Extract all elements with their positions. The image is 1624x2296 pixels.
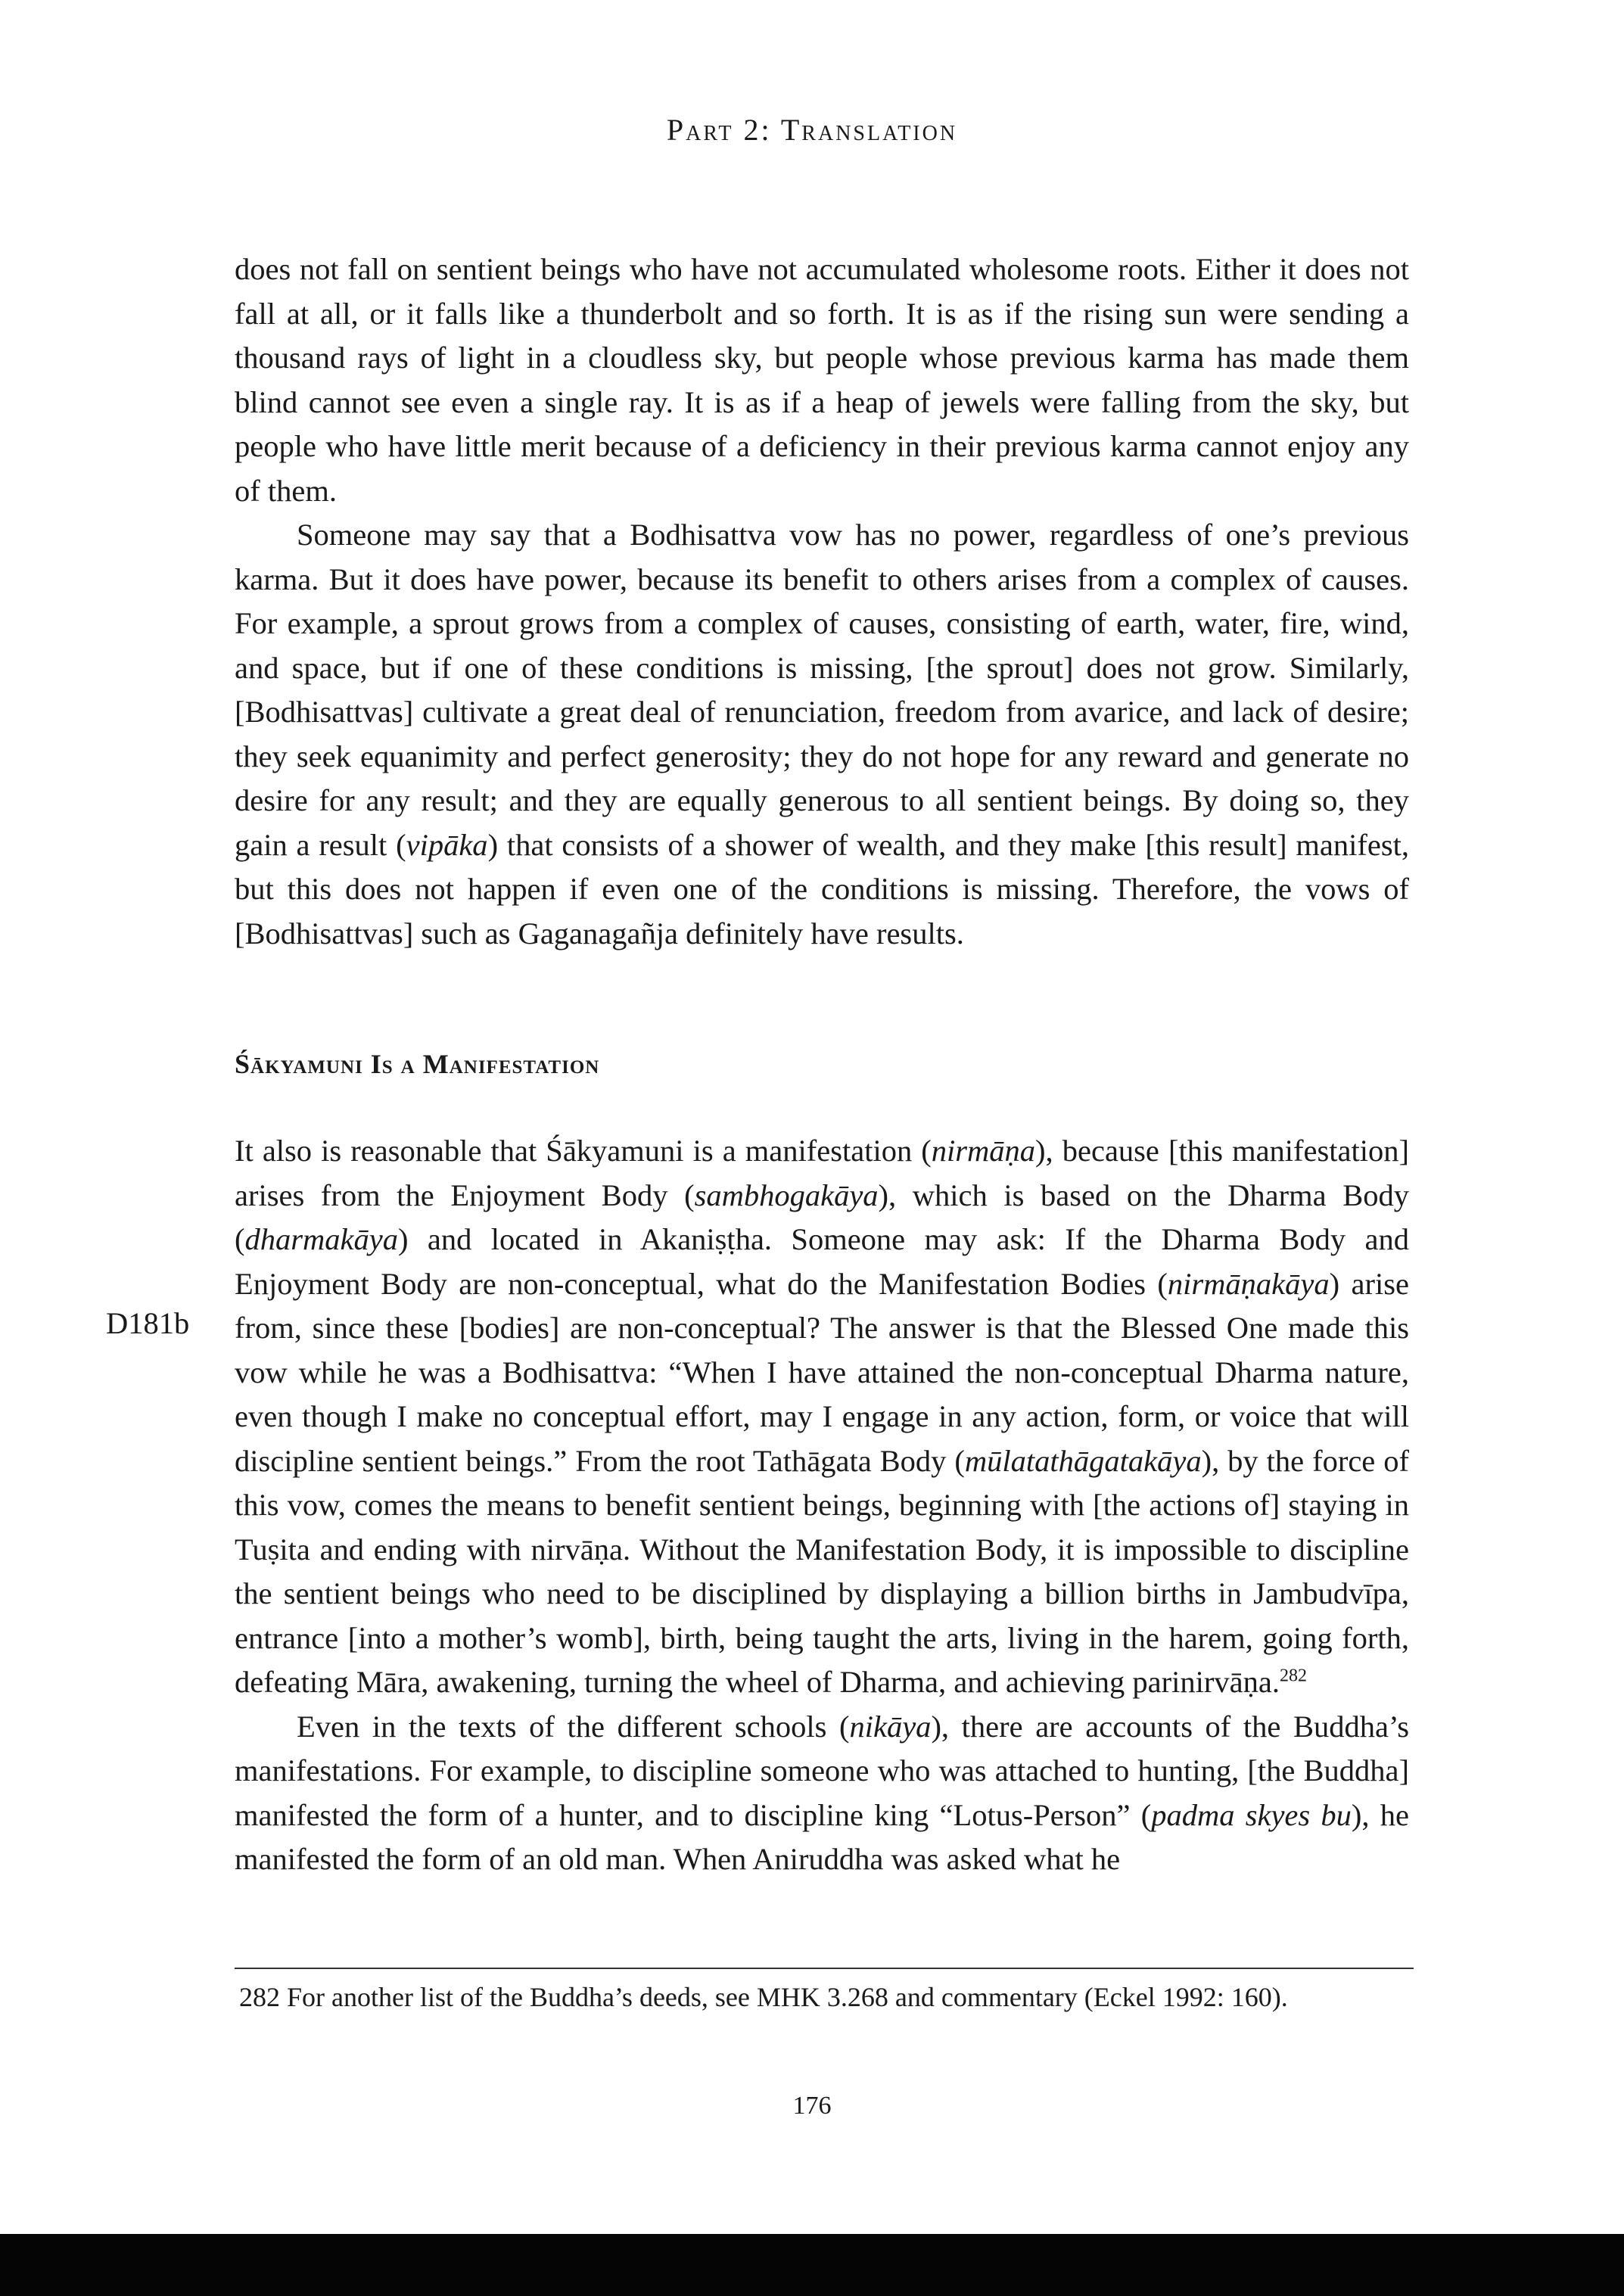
p3-term-dharmakaya: dharmakāya xyxy=(244,1222,398,1256)
p3-s1: It also is reasonable that Śākyamuni is a manifestation ( xyxy=(235,1134,932,1168)
p3-term-sambhogakaya: sambhogakāya xyxy=(694,1178,879,1212)
footnote xyxy=(239,1977,1411,2017)
p3-s4: ) and located in Akaniṣṭha. Someone may ask: If the Dharma Body and Enjoyment Body are non-conceptual, what do the Manifestation Bodies ( xyxy=(235,1222,1409,1301)
paragraph-2-term-vipaka: vipāka xyxy=(406,827,488,862)
footnote-text: For another list of the Buddha’s deeds, see MHK 3.268 and commentary (Eckel 1992: 160). xyxy=(287,1982,1288,2012)
p4-s2: ), there are accounts of the Buddha’s manifestations. For example, to discipline someone who was attached to hunting, [the Buddha] manifested the form of a hunter, and to discipline king “Lotus-Person” ( xyxy=(235,1709,1409,1832)
p3-s2: ), because [this manifestation] arises from the Enjoyment Body ( xyxy=(235,1134,1409,1212)
page-number: 176 xyxy=(792,2092,832,2120)
p3-term-nirmana: nirmāṇa xyxy=(931,1134,1036,1168)
p3-term-mulatathagatakaya: mūlatathāgatakāya xyxy=(964,1443,1202,1478)
p3-s5: ) arise from, since these [bodies] are non-conceptual? The answer is that the Blessed One made this vow while he was a Bodhisattva: “When I have attained the non-conceptual Dharma nature, even though I make no conceptual effort, may I engage in any action, form, or voice that will discipline sentient beings.” From the root Tathāgata Body ( xyxy=(235,1266,1409,1478)
margin-reference: D181b xyxy=(106,1306,190,1340)
footnote-number: 282 xyxy=(239,1982,280,2012)
scan-edge-band xyxy=(0,2234,1624,2296)
paragraph-3 xyxy=(235,1129,1409,1705)
paragraph-2-text-c: ) that consists of a shower of wealth, and they make [this result] manifest, but this does not happen if even one of the conditions is missing. Therefore, the vows of [Bodhisattvas] such as Gaganagañja definitely have results. xyxy=(235,827,1409,950)
p4-s1: Even in the texts of the different schools ( xyxy=(297,1709,850,1744)
p4-term-padma-skyes-bu: padma skyes bu xyxy=(1151,1797,1352,1832)
p3-s6: ), by the force of this vow, comes the means to benefit sentient beings, beginning with [the actions of] staying in Tuṣita and ending with nirvāṇa. Without the Manifestation Body, it is impossible to discipline the sentient beings who need to be disciplined by displaying a billion births in Jambudvīpa, entrance [into a mother’s womb], birth, being taught the arts, living in the harem, going forth, defeating Māra, awakening, turning the wheel of Dharma, and achieving parinirvāṇa. xyxy=(235,1443,1409,1699)
running-head: Part 2: Translation xyxy=(666,113,958,147)
paragraph-2 xyxy=(235,513,1409,956)
body-text-top xyxy=(235,247,1409,956)
p3-term-nirmanakaya: nirmāṇakāya xyxy=(1167,1266,1330,1301)
p3-s3: ), which is based on the Dharma Body ( xyxy=(235,1178,1409,1256)
section-heading: Śākyamuni Is a Manifestation xyxy=(235,1049,600,1079)
paragraph-2-text-a: Someone may say that a Bodhisattva vow has no power, regardless of one’s previous karma. But it does have power, because its benefit to others arises from a complex of causes. For example, a sprout grows from a complex of causes, consisting of earth, water, fire, wind, and space, but if one of these conditions is missing, [the sprout] does not grow. Similarly, [Bodhisattvas] cultivate a great deal of renunciation, freedom from avarice, and lack of desire; they seek equanimity and perfect generosity; they do not hope for any reward and generate no desire for any result; and they are equally generous to all sentient beings. By doing so, they gain a result ( xyxy=(235,518,1409,862)
body-text-bottom xyxy=(235,1129,1409,1882)
footnote-rule xyxy=(235,1968,1414,1969)
paragraph-4 xyxy=(235,1705,1409,1882)
p4-s3: ), he manifested the form of an old man. When Aniruddha was asked what he xyxy=(235,1797,1409,1876)
p4-term-nikaya: nikāya xyxy=(849,1709,932,1744)
paragraph-1: does not fall on sentient beings who have not accumulated wholesome roots. Either it does not fall at all, or it falls like a thunderbolt and so forth. It is as if the rising sun were sending a thousand rays of light in a cloudless sky, but people whose previous karma has made them blind cannot see even a single ray. It is as if a heap of jewels were falling from the sky, but people who have little merit because of a deficiency in their previous karma cannot enjoy any of them. xyxy=(235,252,1409,508)
footnote-reference[interactable]: 282 xyxy=(1279,1666,1307,1686)
